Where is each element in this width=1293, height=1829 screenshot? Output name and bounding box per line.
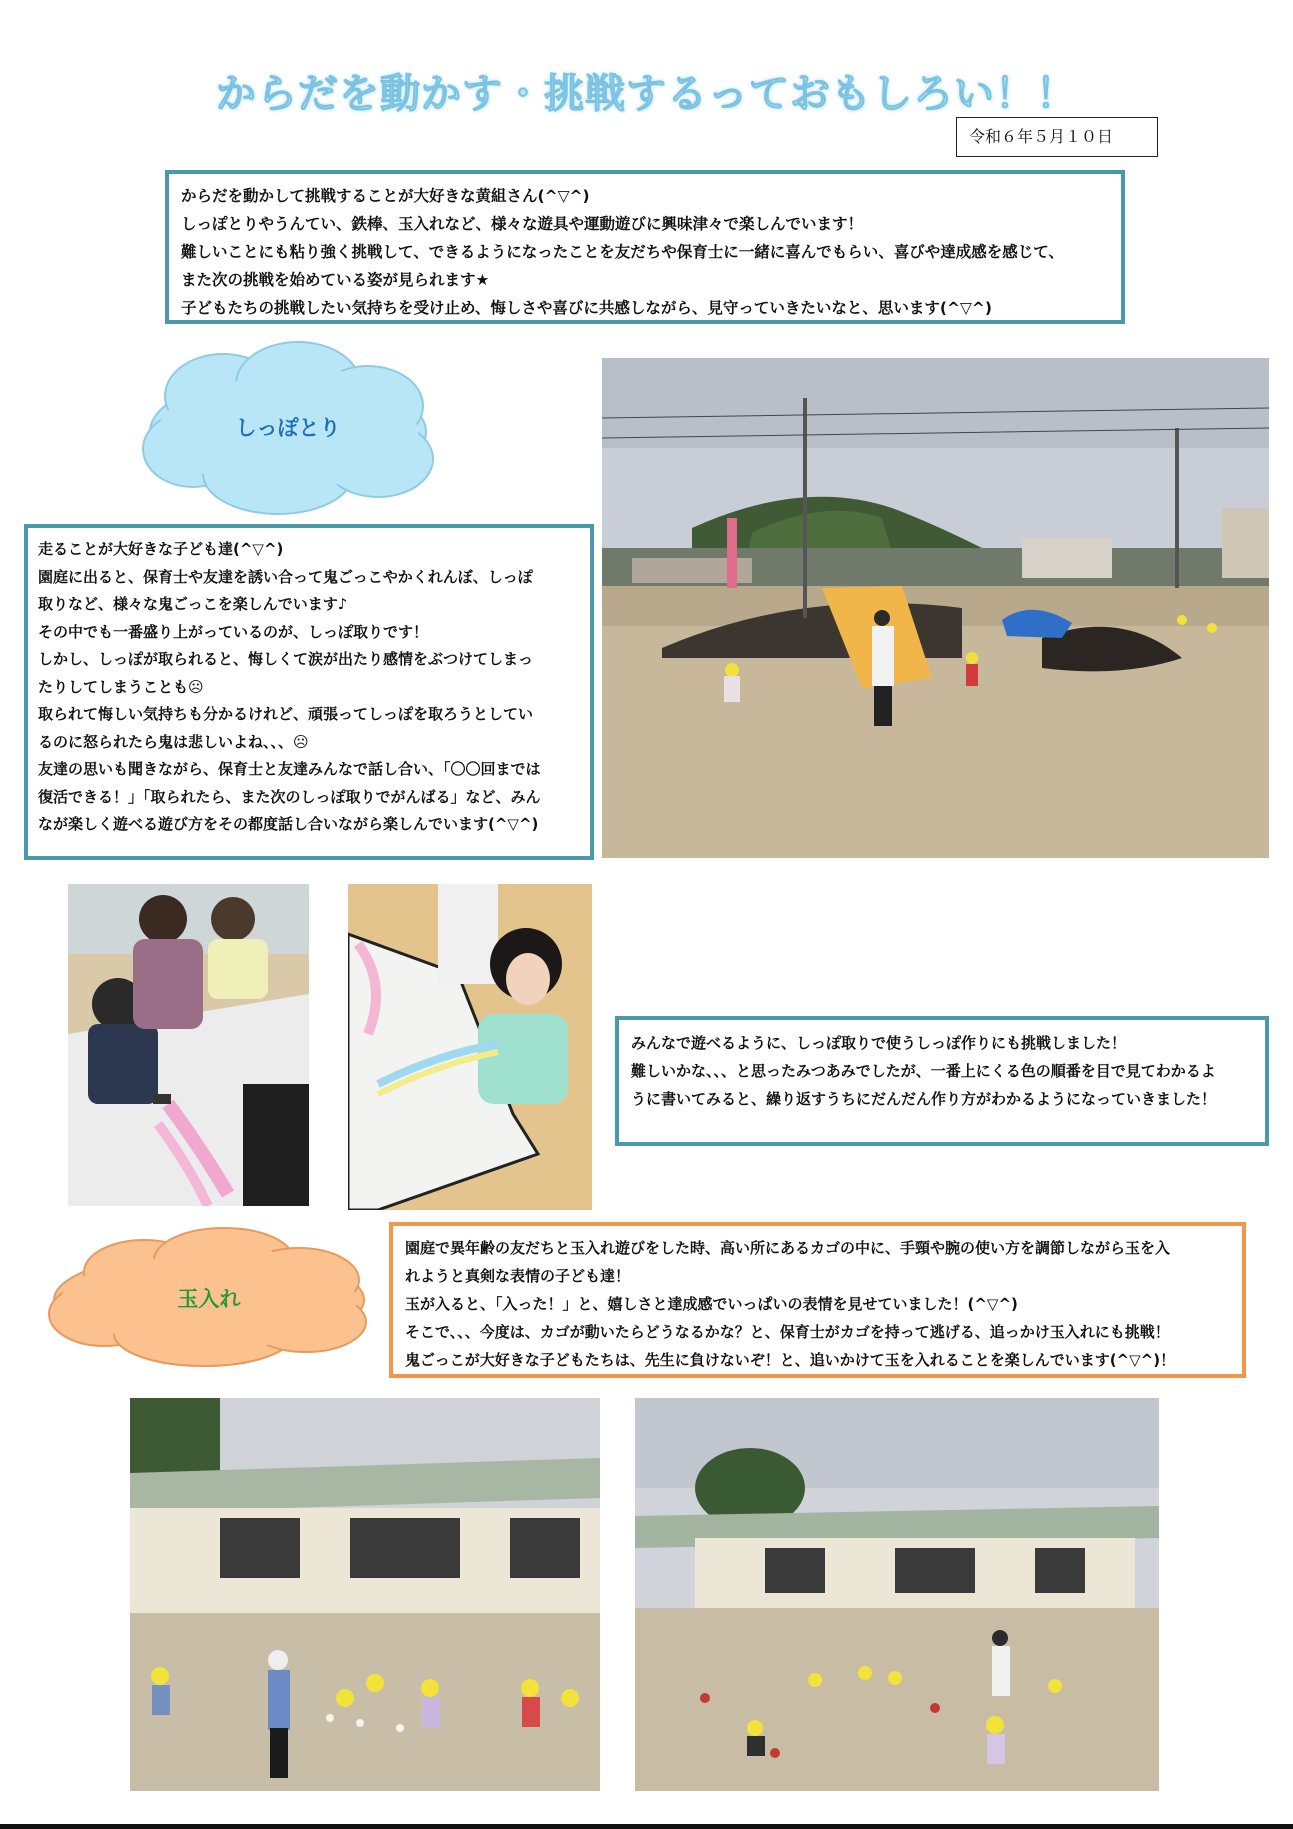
shippotori-line: その中でも一番盛り上がっているのが、しっぽ取りです！ — [38, 622, 429, 641]
tamaire-line: そこで、、、今度は、カゴが動いたらどうなるかな？と、保育士がカゴを持って逃げる、追っかけ玉入れにも挑戦！ — [405, 1323, 1170, 1341]
date-box: 令和６年５月１０日 — [956, 117, 1158, 157]
intro-line: また次の挑戦を始めている姿が見られます★ — [181, 271, 490, 289]
tamaire-line: 玉が入ると、「入った！」と、嬉しさと達成感でいっぱいの表情を見せていました！(^▽^) — [405, 1295, 1018, 1313]
tamaire-heading-cloud — [44, 1222, 374, 1370]
tail-making-line: みんなで遊べるように、しっぽ取りで使うしっぽ作りにも挑戦しました！ — [631, 1034, 1127, 1052]
tamaire-photo-2 — [635, 1398, 1159, 1791]
tail-making-photo-2 — [348, 884, 592, 1210]
tail-making-photo-1 — [68, 884, 309, 1206]
tamaire-photo-1 — [130, 1398, 600, 1791]
shippotori-textbox — [24, 524, 594, 860]
shippotori-line: 取られて悔しい気持ちも分かるけれど、頑張ってしっぽを取ろうとしてい — [38, 705, 534, 723]
tamaire-line: れようと真剣な表情の子ども達！ — [405, 1267, 631, 1285]
shippotori-line: たりしてしまうことも☹ — [38, 677, 204, 696]
shippotori-line: 復活できる！」「取られたら、また次のしっぽ取りでがんばる」など、みん — [38, 787, 541, 806]
bottom-rule — [0, 1824, 1293, 1829]
shippotori-line: 取りなど、様々な鬼ごっこを楽しんでいます♪ — [38, 595, 348, 613]
intro-textbox — [165, 170, 1125, 324]
intro-line: 子どもたちの挑戦したい気持ちを受け止め、悔しさや喜びに共感しながら、見守っていきたいなと、思います(^▽^) — [181, 299, 992, 317]
tamaire-line: 園庭で異年齢の友だちと玉入れ遊びをした時、高い所にあるカゴの中に、手頸や腕の使い方を調節しながら玉を入 — [405, 1239, 1171, 1257]
intro-line: 難しいことにも粘り強く挑戦して、できるようになったことを友だちや保育士に一緒に喜んでもらい、喜びや達成感を感じて、 — [181, 243, 1064, 261]
shippotori-line: 園庭に出ると、保育士や友達を誘い合って鬼ごっこやかくれんぼ、しっぽ — [38, 567, 533, 586]
tamaire-line: 鬼ごっこが大好きな子どもたちは、先生に負けないぞ！と、追いかけて玉を入れることを楽しんでいます(^▽^)！ — [405, 1351, 1176, 1369]
shippotori-line: しかし、しっぽが取られると、悔しくて涙が出たり感情をぶつけてしまっ — [38, 650, 534, 668]
shippotori-line: るのに怒られたら鬼は悲しいよね、、、☹ — [38, 732, 309, 751]
page-title: からだを動かす・挑戦するっておもしろい！！ — [216, 71, 1077, 117]
tail-making-line: 難しいかな、、、と思ったみつあみでしたが、一番上にくる色の順番を目で見てわかるよ — [631, 1062, 1216, 1080]
shippotori-heading: しっぽとり — [235, 416, 341, 440]
tail-making-line: うに書いてみると、繰り返すうちにだんだん作り方がわかるようになっていきました！ — [631, 1090, 1217, 1108]
intro-line: からだを動かして挑戦することが大好きな黄組さん(^▽^) — [181, 187, 590, 205]
shippotori-line: 友達の思いも聞きながら、保育士と友達みんなで話し合い、「〇〇回までは — [38, 760, 541, 778]
tail-making-textbox — [615, 1016, 1269, 1146]
shippotori-line: なが楽しく遊べる遊び方をその都度話し合いながら楽しんでいます(^▽^) — [38, 815, 539, 833]
playground-tag-photo — [602, 358, 1269, 858]
shippotori-line: 走ることが大好きな子ども達(^▽^) — [38, 540, 284, 558]
intro-line: しっぽとりやうんてい、鉄棒、玉入れなど、様々な遊具や運動遊びに興味津々で楽しんでいます！ — [181, 215, 864, 233]
shippotori-heading-cloud — [133, 334, 443, 520]
tamaire-heading: 玉入れ — [177, 1287, 241, 1311]
tamaire-textbox — [389, 1222, 1246, 1378]
